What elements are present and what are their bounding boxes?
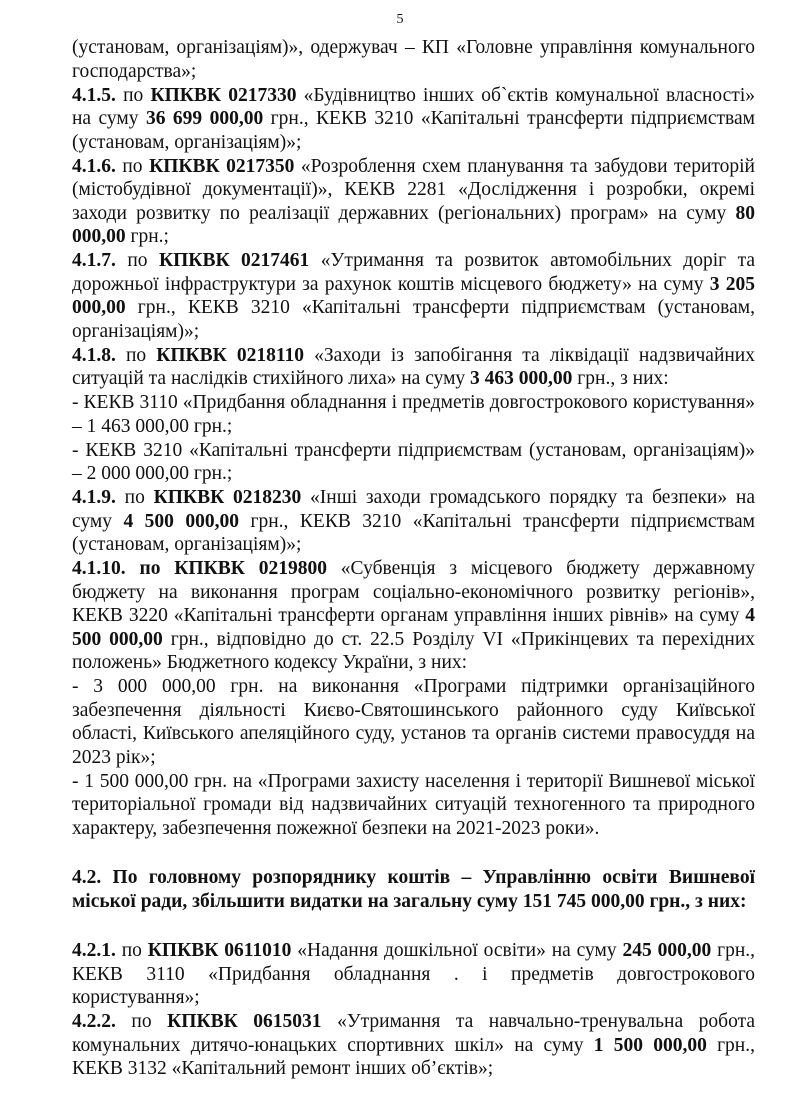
page-number: 5 (396, 12, 404, 27)
text-run: «Утримання та розвиток автомобільних доріг та дорожньої інфраструктури за рахунок коштів місцевого бюджету» на суму (72, 250, 756, 295)
text-run: - КЕКВ 3210 «Капітальні трансферти підприємствам (установам, організаціям)» – 2 000 000,00 грн.; (72, 439, 755, 484)
bold-text: 4.2. По головному розпоряднику коштів – Управлінню освіти Вишневої міської ради, збільшити видатки на загальну суму 151 745 000,00 грн., з них: (72, 867, 755, 912)
text-run: - 1 500 000,00 грн. на «Програми захисту населення і території Вишневої міської територіальної громади від надзвичайних ситуацій техногенного та природного характеру, забезпечення пожежної безпеки на 2021-2023 роки». (72, 770, 755, 839)
text-run: грн., КЕКВ 3210 «Капітальні трансферти підприємствам (установам, організаціям)»; (72, 108, 756, 153)
paragraph-p9 (72, 675, 755, 769)
text-run: по (115, 250, 159, 271)
text-run: по (115, 155, 150, 177)
bold-text: КПКВК 0218110 (156, 344, 305, 366)
bold-text: КПКВК 0217461 (159, 250, 310, 271)
text-run: «Інші заходи громадського порядку та безпеки» на суму (72, 487, 755, 532)
bold-text: 3 463 000,00 (470, 368, 573, 389)
paragraph-p7 (72, 486, 755, 557)
text-run: по (115, 1011, 168, 1032)
bold-text: КПКВК 0217330 (150, 84, 297, 106)
bold-text: 4.2.2. (72, 1011, 116, 1032)
bold-text: 80 000,00 (72, 202, 755, 247)
bold-text: КПКВК 0615031 (167, 1011, 322, 1032)
paragraph-p1 (72, 84, 755, 155)
bold-text: 4.2.1. (72, 940, 116, 961)
bold-text: КПКВК 0218230 (153, 487, 302, 508)
text-run: по (115, 487, 154, 508)
text-run: грн., КЕКВ 3110 «Придбання обладнання . і предметів довгострокового користування»; (72, 940, 756, 1008)
bold-text: 3 205 000,00 (72, 273, 756, 318)
paragraph-p13 (72, 1010, 755, 1081)
text-run: (установам, організаціям)», одержувач – КП «Головне управління комунального господарства»; (72, 37, 755, 82)
text-run: «Будівництво інших об`єктів комунальної власності» на суму (72, 84, 755, 129)
bold-text: 4.1.7. (72, 250, 116, 271)
paragraph-gap (72, 840, 755, 866)
text-run: «Субвенція з місцевого бюджету державному бюджету на виконання програм соціально-економічного розвитку регіонів», КЕКВ 3220 «Капітальні трансферти органам управління інших рівнів» на суму (72, 558, 756, 626)
paragraph-p0 (72, 36, 755, 83)
text-run: - 3 000 000,00 грн. на виконання «Програми підтримки організаційного забезпечення діяльності Києво-Святошинського районного суду Київської області, Київського апеляційного суду, установ та органів системи правосуддя на 2023 рік»; (72, 676, 755, 768)
paragraph-p12 (72, 939, 755, 1010)
paragraph-p5 (72, 391, 755, 438)
text-run: «Надання дошкільної освіти» на суму (291, 940, 623, 961)
text-run: грн., КЕКВ 3132 «Капітальний ремонт інших об’єктів»; (72, 1034, 755, 1079)
bold-text: 4 500 000,00 (123, 510, 240, 532)
bold-text: 4.1.9. (72, 487, 116, 508)
bold-text: 36 699 000,00 (145, 108, 264, 129)
paragraph-p11 (72, 866, 755, 913)
text-run: «Утримання та навчально-тренувальна робота комунальних дитячо-юнацьких спортивних шкіл» на суму (72, 1011, 756, 1056)
bold-text: 4 500 000,00 (72, 605, 755, 650)
bold-text: 245 000,00 (622, 940, 712, 961)
paragraph-p6 (72, 439, 755, 486)
document-body (72, 36, 755, 1081)
paragraph-p8 (72, 557, 755, 675)
paragraph-p4 (72, 344, 755, 391)
text-run: по (115, 940, 148, 961)
bold-text: 1 500 000,00 (593, 1034, 707, 1056)
bold-text: 4.1.5. (72, 84, 116, 106)
paragraph-p2 (72, 155, 755, 249)
text-run: по (115, 344, 157, 366)
bold-text: КПКВК 0217350 (149, 155, 295, 177)
text-run: грн., з них: (572, 368, 669, 389)
paragraph-gap (72, 913, 755, 939)
text-run: «Заходи із запобігання та ліквідації надзвичайних ситуацій та наслідків стихійного лиха» на суму (72, 344, 755, 389)
bold-text: КПКВК 0611010 (147, 940, 292, 961)
bold-text: 4.1.10. по КПКВК 0219800 (72, 558, 327, 579)
text-run: грн., КЕКВ 3210 «Капітальні трансферти підприємствам (установам, організаціям)»; (72, 297, 755, 342)
text-run: по (115, 84, 151, 106)
text-run: грн.; (125, 226, 169, 247)
paragraph-p10 (72, 770, 755, 841)
text-run: грн., відповідно до ст. 22.5 Розділу VI «Прикінцевих та перехідних положень» Бюджетного кодексу України, з них: (72, 628, 756, 673)
text-run: грн., КЕКВ 3210 «Капітальні трансферти підприємствам (установам, організаціям)»; (72, 510, 756, 555)
text-run: - КЕКВ 3110 «Придбання обладнання і предметів довгострокового користування» – 1 463 000,00 грн.; (72, 392, 755, 437)
text-run: «Розроблення схем планування та забудови територій (містобудівної документації)», КЕКВ 2281 «Дослідження і розробки, окремі заходи розвитку по реалізації державних (регіональних) програм» на суму (72, 155, 755, 224)
bold-text: 4.1.8. (72, 344, 116, 366)
bold-text: 4.1.6. (72, 155, 116, 177)
paragraph-p3 (72, 249, 755, 343)
